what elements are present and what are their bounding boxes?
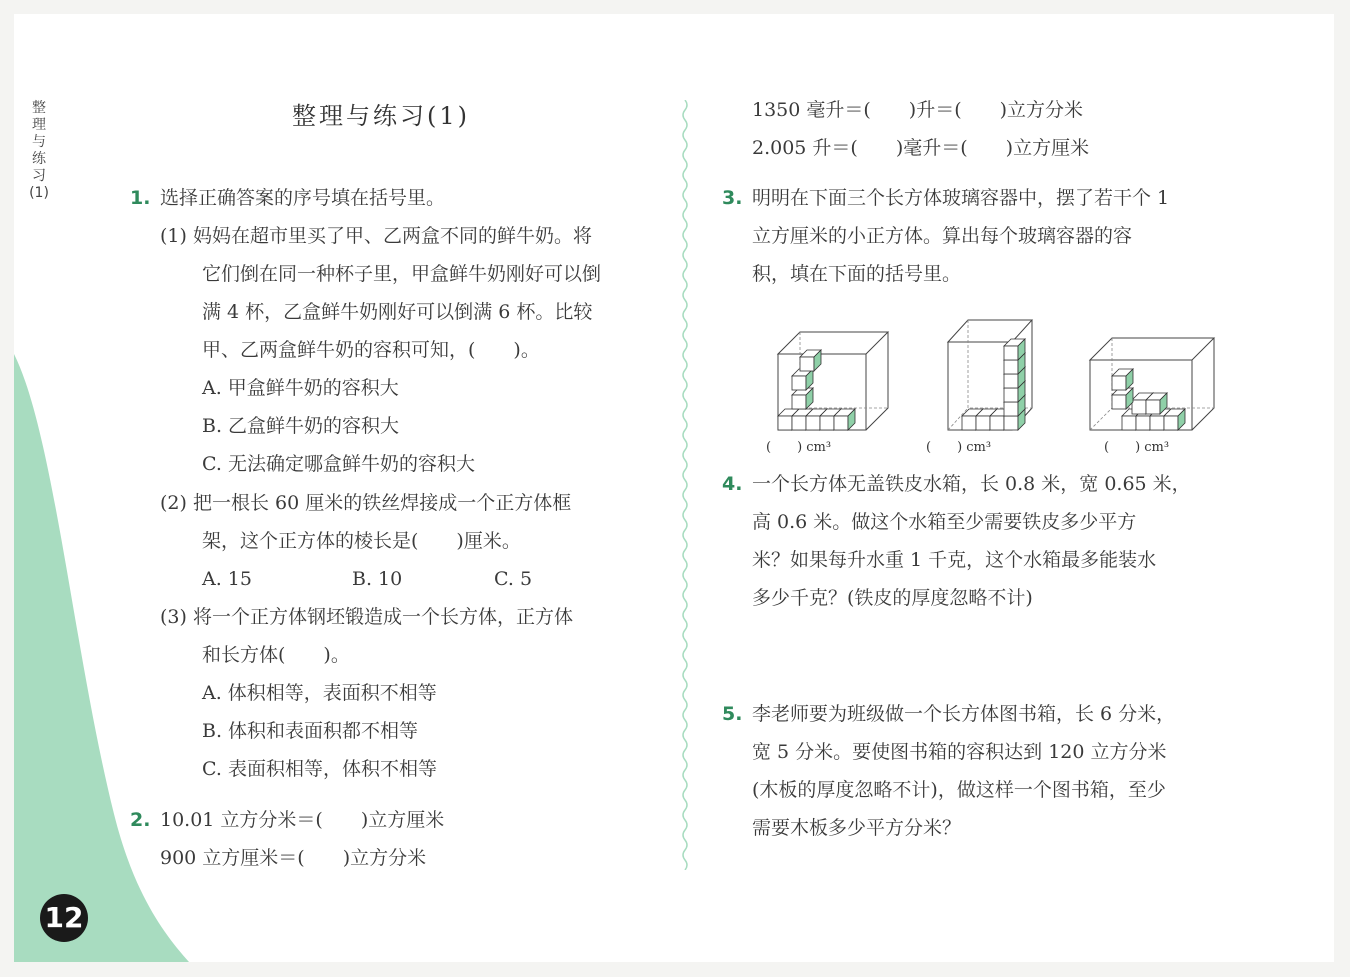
q3-line: 积，填在下面的括号里。 (752, 263, 962, 285)
q5-line: 需要木板多少平方分米？ (752, 817, 962, 839)
unit-cube-front (1004, 360, 1018, 374)
q1-p3-option: C. 表面积相等，体积不相等 (202, 758, 437, 780)
unit-cube-front (792, 416, 806, 430)
container-side-edge (866, 332, 888, 430)
q1-p1-option: B. 乙盒鲜牛奶的容积大 (202, 415, 400, 437)
q1-p1-line: 它们倒在同一种杯子里，甲盒鲜牛奶刚好可以倒 (202, 263, 602, 285)
q3-line: 明明在下面三个长方体玻璃容器中，摆了若干个 1 (752, 187, 1170, 209)
unit-cube-front (1136, 416, 1150, 430)
q1-p2-line: (2) 把一根长 60 厘米的铁丝焊接成一个正方体框 (160, 492, 572, 514)
q3-answer-blank: ( ) cm³ (926, 440, 992, 455)
q1-number: 1. (130, 187, 151, 209)
q2-line: 1350 毫升＝( )升＝( )立方分米 (752, 99, 1084, 121)
q1-p3-option: A. 体积相等，表面积不相等 (202, 682, 437, 704)
q5-number: 5. (722, 703, 743, 725)
unit-cube-front (1150, 416, 1164, 430)
q4-line: 多少千克？(铁皮的厚度忽略不计) (752, 587, 1033, 609)
q2-line: 2.005 升＝( )毫升＝( )立方厘米 (752, 137, 1090, 159)
q2-number: 2. (130, 809, 151, 831)
unit-cube-front (1004, 374, 1018, 388)
q1-p2-option: A. 15 (202, 568, 252, 590)
unit-cube-front (1004, 416, 1018, 430)
q4-line: 高 0.6 米。做这个水箱至少需要铁皮多少平方 (752, 511, 1137, 533)
q3-number: 3. (722, 187, 743, 209)
q1-p1-option: C. 无法确定哪盒鲜牛奶的容积大 (202, 453, 475, 475)
q1-p1-option: A. 甲盒鲜牛奶的容积大 (202, 377, 399, 399)
q1-stem: 选择正确答案的序号填在括号里。 (160, 187, 446, 209)
unit-cube-front (1112, 395, 1126, 409)
q1-p2-option: C. 5 (494, 568, 533, 590)
q3-answer-blank: ( ) cm³ (1104, 440, 1170, 455)
q1-p3-line: (3) 将一个正方体钢坯锻造成一个长方体，正方体 (160, 606, 573, 628)
unit-cube-front (800, 357, 814, 371)
q1-p3-option: B. 体积和表面积都不相等 (202, 720, 419, 742)
unit-cube-front (806, 416, 820, 430)
container-side-edge (1192, 338, 1214, 430)
q2-line: 10.01 立方分米＝( )立方厘米 (160, 809, 445, 831)
q1-p1-line: (1) 妈妈在超市里买了甲、乙两盒不同的鲜牛奶。将 (160, 225, 592, 247)
unit-cube-front (962, 416, 976, 430)
unit-cube-front (834, 416, 848, 430)
unit-cube-front (1146, 400, 1160, 414)
side-title: 整理与练习(1) (29, 100, 49, 201)
unit-cube-front (1132, 400, 1146, 414)
unit-cube-front (1122, 416, 1136, 430)
q1-p1-line: 满 4 杯，乙盒鲜牛奶刚好可以倒满 6 杯。比较 (202, 301, 593, 323)
unit-cube-front (820, 416, 834, 430)
q1-p2-option: B. 10 (352, 568, 403, 590)
workbook-page (14, 14, 1334, 962)
q4-number: 4. (722, 473, 743, 495)
unit-cube-front (990, 416, 1004, 430)
q1-p2-line: 架，这个正方体的棱长是( )厘米。 (202, 530, 521, 552)
q3-line: 立方厘米的小正方体。算出每个玻璃容器的容 (752, 225, 1133, 247)
q5-line: 李老师要为班级做一个长方体图书箱，长 6 分米， (752, 703, 1176, 725)
unit-cube-front (976, 416, 990, 430)
page-title: 整理与练习(1) (292, 102, 470, 130)
q5-line: 宽 5 分米。要使图书箱的容积达到 120 立方分米 (752, 741, 1167, 763)
unit-cube-front (1164, 416, 1178, 430)
q3-answer-blank: ( ) cm³ (766, 440, 832, 455)
page-number: 12 (40, 894, 88, 942)
container-hidden-edge (1090, 408, 1112, 430)
q4-line: 米？如果每升水重 1 千克，这个水箱最多能装水 (752, 549, 1157, 571)
unit-cube-front (1112, 376, 1126, 390)
q1-p3-line: 和长方体( )。 (202, 644, 350, 666)
container-top-edge (778, 332, 888, 354)
q1-p1-line: 甲、乙两盒鲜牛奶的容积可知，( )。 (202, 339, 540, 361)
container-top-edge (1090, 338, 1214, 360)
unit-cube-front (1004, 402, 1018, 416)
q5-line: (木板的厚度忽略不计)，做这样一个图书箱，至少 (752, 779, 1166, 801)
unit-cube-front (1004, 388, 1018, 402)
column-divider (678, 100, 692, 870)
unit-cube-front (792, 395, 806, 409)
unit-cube-front (1004, 346, 1018, 360)
q4-line: 一个长方体无盖铁皮水箱，长 0.8 米，宽 0.65 米， (752, 473, 1191, 495)
unit-cube-front (778, 416, 792, 430)
unit-cube-front (792, 376, 806, 390)
q2-line: 900 立方厘米＝( )立方分米 (160, 847, 427, 869)
